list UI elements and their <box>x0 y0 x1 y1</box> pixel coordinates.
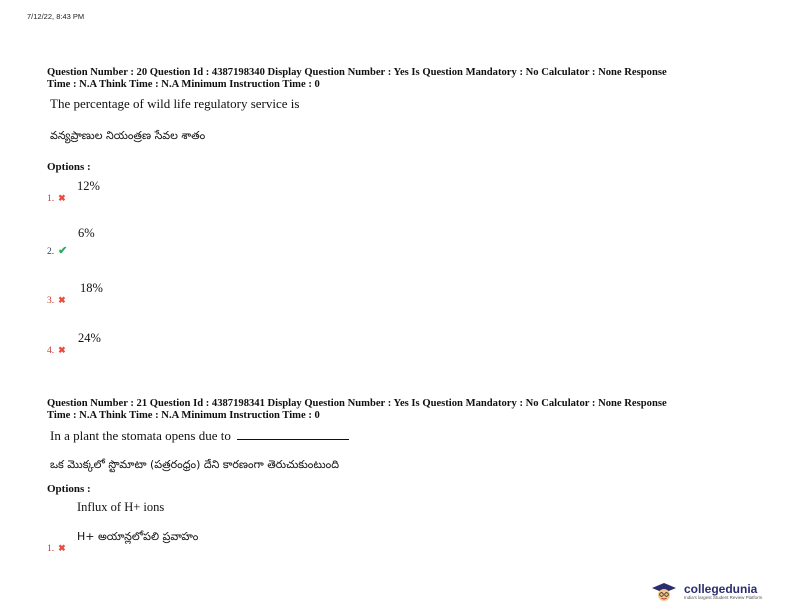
option-1-number <box>47 193 66 204</box>
option-number-label: 2. <box>47 247 55 257</box>
collegedunia-logo-icon <box>650 580 678 604</box>
option-1-number <box>47 543 66 554</box>
question-21-text-telugu: ఒక మొక్కలో స్టొమాటా (పత్రరంధ్రం) దేని కారణంగా తెరుచుకుంటుంది <box>50 458 340 471</box>
wrong-cross-icon: ✖ <box>58 345 66 355</box>
option-3-number <box>47 295 66 306</box>
wrong-cross-icon: ✖ <box>58 295 66 305</box>
option-number-label: 4. <box>47 346 55 356</box>
question-header-line: Time : N.A Think Time : N.A Minimum Instruction Time : 0 <box>47 410 320 421</box>
wrong-cross-icon: ✖ <box>58 193 66 203</box>
brand-name: collegedunia <box>684 582 758 596</box>
brand-tagline: India's largest Student Review Platform <box>684 595 763 600</box>
option-4-text: 24% <box>78 331 101 345</box>
option-3-text: 18% <box>80 281 103 295</box>
collegedunia-watermark <box>650 580 762 604</box>
print-timestamp: 7/12/22, 8:43 PM <box>27 12 85 21</box>
answer-blank <box>237 428 349 440</box>
options-label: Options : <box>47 483 91 495</box>
question-20-text-telugu: వన్యప్రాణుల నియంత్రణ సేవల శాతం <box>50 129 206 142</box>
question-21-text-content: In a plant the stomata opens due to <box>50 428 231 443</box>
question-20-header <box>47 67 759 91</box>
option-number-label: 1. <box>47 544 55 554</box>
question-header-line: Time : N.A Think Time : N.A Minimum Instruction Time : 0 <box>47 79 320 90</box>
option-number-label: 1. <box>47 194 55 204</box>
question-21-header <box>47 398 759 422</box>
wrong-cross-icon: ✖ <box>58 543 66 553</box>
correct-check-icon: ✔ <box>58 245 68 257</box>
option-4-number <box>47 345 66 356</box>
option-number-label: 3. <box>47 296 55 306</box>
question-21-text <box>50 428 349 444</box>
option-2-text: 6% <box>78 226 95 240</box>
brand-text <box>684 583 762 601</box>
option-2-number <box>47 244 67 257</box>
option-1-text-telugu: H+ అయాన్లలోపలి ప్రవాహం <box>77 530 199 543</box>
question-header-line: Question Number : 20 Question Id : 4387198340 Display Question Number : Yes Is Question Mandatory : No Calculator : None Response <box>47 67 667 78</box>
options-label: Options : <box>47 161 91 173</box>
question-20-text: The percentage of wild life regulatory service is <box>50 96 300 111</box>
option-1-text: Influx of H+ ions <box>77 500 165 514</box>
option-1-text: 12% <box>77 179 100 193</box>
question-header-line: Question Number : 21 Question Id : 4387198341 Display Question Number : Yes Is Question Mandatory : No Calculator : None Response <box>47 398 667 409</box>
